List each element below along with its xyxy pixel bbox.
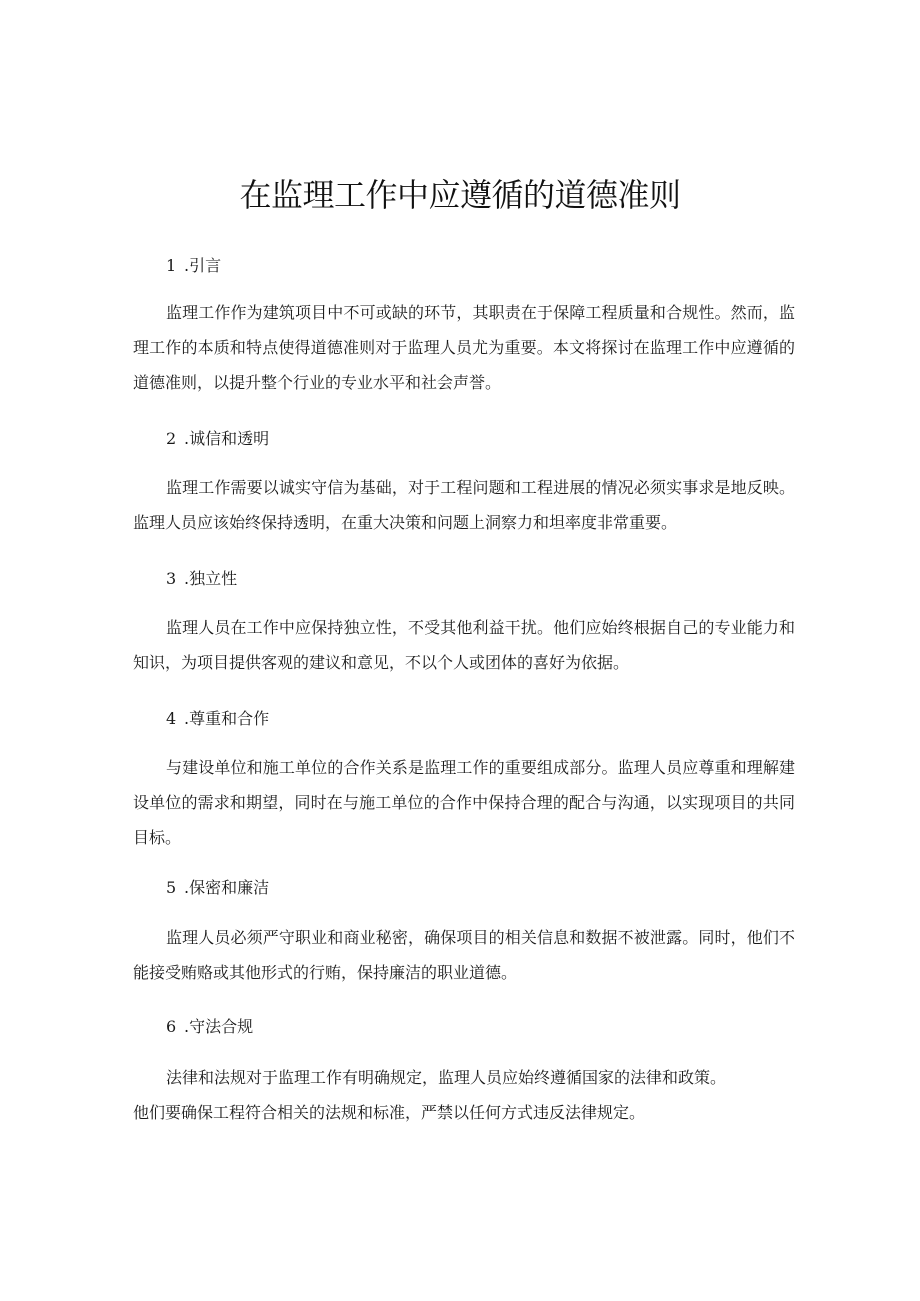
- document-title: 在监理工作中应遵循的道德准则: [239, 176, 681, 214]
- paragraph-line: 法律和法规对于监理工作有明确规定，监理人员应始终遵循国家的法律和政策。: [166, 1068, 727, 1087]
- section-title: 保密和廉洁: [189, 878, 270, 897]
- section-paragraph-integrity: 监理工作需要以诚实守信为基础，对于工程问题和工程进展的情况必须实事求是地反映。监理人员应该始终保持透明，在重大决策和问题上洞察力和坦率度非常重要。: [133, 478, 795, 532]
- section-separator: .: [184, 256, 190, 275]
- section-title: 尊重和合作: [189, 709, 270, 728]
- section-heading-independence: [166, 568, 237, 590]
- section-heading-confidentiality: [166, 877, 269, 899]
- paragraph-line: 他们要确保工程符合相关的法规和标准，严禁以任何方式违反法律规定。: [133, 1103, 646, 1122]
- section-separator: .: [184, 709, 190, 728]
- section-title: 独立性: [189, 569, 238, 588]
- section-paragraph-respect: 与建设单位和施工单位的合作关系是监理工作的重要组成部分。监理人员应尊重和理解建设单位的需求和期望，同时在与施工单位的合作中保持合理的配合与沟通，以实现项目的共同目标。: [133, 758, 795, 847]
- section-number: 5: [166, 878, 177, 897]
- section-number: 4: [166, 709, 177, 728]
- section-separator: .: [184, 569, 190, 588]
- section-number: 6: [166, 1017, 177, 1036]
- section-number: 3: [166, 569, 177, 588]
- section-heading-introduction: [166, 255, 221, 277]
- section-title: 守法合规: [189, 1017, 254, 1036]
- section-separator: .: [184, 878, 190, 897]
- section-separator: .: [184, 1017, 190, 1036]
- section-title: 诚信和透明: [189, 429, 270, 448]
- section-paragraph-introduction: 监理工作作为建筑项目中不可或缺的环节，其职责在于保障工程质量和合规性。然而，监理工作的本质和特点使得道德准则对于监理人员尤为重要。本文将探讨在监理工作中应遵循的道德准则，以提升整个行业的专业水平和社会声誉。: [133, 303, 795, 392]
- section-paragraph-compliance: [133, 1060, 795, 1130]
- section-heading-compliance: [166, 1016, 253, 1038]
- section-heading-integrity: [166, 428, 269, 450]
- section-separator: .: [184, 429, 190, 448]
- section-paragraph-confidentiality: 监理人员必须严守职业和商业秘密，确保项目的相关信息和数据不被泄露。同时，他们不能接受贿赂或其他形式的行贿，保持廉洁的职业道德。: [133, 928, 795, 982]
- section-title: 引言: [189, 256, 222, 275]
- section-heading-respect: [166, 708, 269, 730]
- section-paragraph-independence: 监理人员在工作中应保持独立性，不受其他利益干扰。他们应始终根据自己的专业能力和知识，为项目提供客观的建议和意见，不以个人或团体的喜好为依据。: [133, 618, 795, 672]
- section-number: 1: [166, 256, 177, 275]
- section-number: 2: [166, 429, 177, 448]
